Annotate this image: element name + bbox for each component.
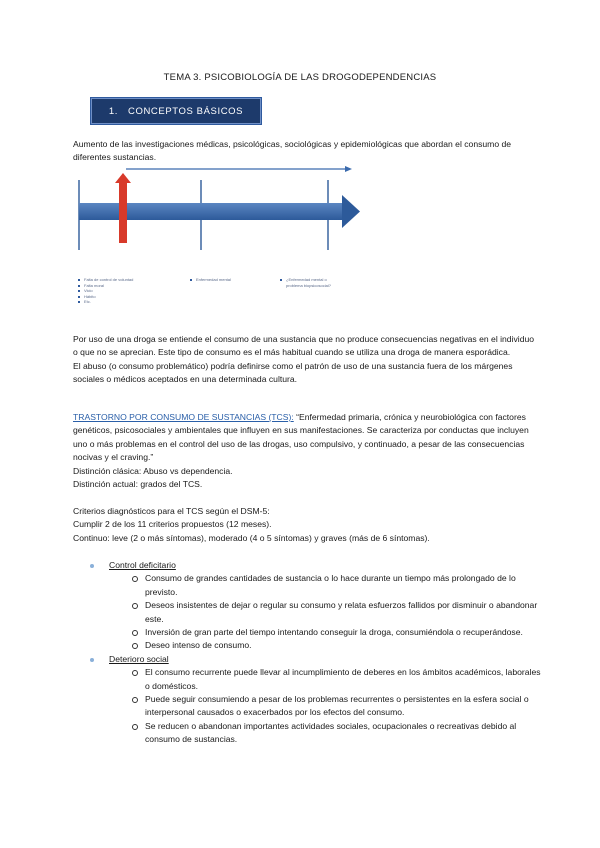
timeline-arrow-body bbox=[79, 203, 342, 220]
list-item-continuation: problema biopsicosocial? bbox=[286, 282, 331, 288]
abuso-paragraph: El abuso (o consumo problemático) podría definirse como el patrón de uso de una sustancia fuera de los márgenes sociales o médicos aceptados en una determinada cultura. bbox=[73, 360, 513, 385]
tcs-actual: Distinción actual: grados del TCS. bbox=[73, 479, 203, 490]
timeline-label-left bbox=[76, 277, 166, 305]
group-control bbox=[73, 559, 543, 572]
list-item: Consumo de grandes cantidades de sustancia o lo hace durante un tiempo más prolongado de lo previsto. bbox=[73, 572, 543, 599]
tcs-classic: Distinción clásica: Abuso vs dependencia. bbox=[73, 465, 233, 476]
uso-paragraph: Por uso de una droga se entiende el consumo de una sustancia que no produce consecuencias negativas en el individuo o que no se aprecian. Este tipo de consumo es el más habitual cuando se utiliza una droga de manera esporádica. bbox=[73, 334, 535, 358]
group-heading: Control deficitario bbox=[109, 560, 176, 570]
timeline-label-right bbox=[278, 277, 368, 288]
section-heading bbox=[90, 97, 262, 125]
section-label: CONCEPTOS BÁSICOS bbox=[128, 105, 244, 117]
list-item: Puede seguir consumiendo a pesar de los problemas recurrentes o persistentes en la esfera social o interpersonal causados o exacerbados por los efectos del consumo. bbox=[73, 693, 543, 720]
section-number: 1. bbox=[108, 105, 119, 117]
criteria-section bbox=[73, 505, 538, 545]
group-heading: Deterioro social bbox=[109, 653, 169, 664]
red-marker-head bbox=[115, 173, 131, 183]
uso-section bbox=[73, 333, 538, 387]
list-item: Vicio bbox=[84, 288, 166, 294]
list-item: El consumo recurrente puede llevar al incumplimiento de deberes en los ámbitos académicos, laborales o domésticos. bbox=[73, 666, 543, 693]
list-item: Se reducen o abandonan importantes actividades sociales, ocupacionales o recreativas debido al consumo de sustancias. bbox=[73, 720, 543, 747]
list-item: Etc. bbox=[84, 299, 166, 305]
list-item: Enfermedad mental bbox=[196, 277, 268, 283]
group-social bbox=[73, 653, 543, 666]
criteria-continuum: Continuo: leve (2 o más síntomas), moderado (4 o 5 síntomas) y graves (más de 6 síntomas). bbox=[73, 532, 430, 543]
tcs-definition bbox=[73, 411, 538, 465]
list-item: Falta de control de voluntad bbox=[84, 277, 166, 283]
criteria-list bbox=[73, 559, 543, 747]
list-item: Falta moral bbox=[84, 283, 166, 289]
list-item: ¿Enfermedad mental o bbox=[286, 277, 368, 283]
tcs-link[interactable]: TRASTORNO POR CONSUMO DE SUSTANCIAS (TCS): bbox=[73, 412, 294, 422]
criteria-rule: Cumplir 2 de los 11 criterios propuestos (12 meses). bbox=[73, 519, 272, 530]
timeline-arrow-head bbox=[342, 195, 360, 228]
tcs-section bbox=[73, 411, 538, 491]
top-arrow-head bbox=[345, 166, 352, 172]
timeline-diagram bbox=[70, 162, 370, 252]
criteria-title: Criterios diagnósticos para el TCS según el DSM-5: bbox=[73, 506, 270, 516]
page-title: TEMA 3. PSICOBIOLOGÍA DE LAS DROGODEPENDENCIAS bbox=[163, 72, 437, 83]
list-item: Deseos insistentes de dejar o regular su consumo y relata esfuerzos fallidos por disminuir o abandonar este. bbox=[73, 599, 543, 626]
timeline-label-middle bbox=[188, 277, 268, 283]
list-item: Inversión de gran parte del tiempo intentando conseguir la droga, consumiéndola o recuperándose. bbox=[73, 626, 543, 639]
list-item: Hábito bbox=[84, 294, 166, 300]
list-item: Deseo intenso de consumo. bbox=[73, 639, 543, 652]
intro-paragraph: Aumento de las investigaciones médicas, psicológicas, sociológicas y epidemiológicas que abordan el consumo de diferentes sustancias. bbox=[73, 139, 512, 163]
tcs-definition-text: “Enfermedad primaria, crónica y neurobiológica con factores genéticos, psicosociales y ambientales que influyen en sus manifestaciones. Se caracteriza por conductas que incluyen uno o más problemas en el control del uso de las drogas, uso compulsivo, y continuado, a pesar de las consecuencias nocivas y el craving.” bbox=[73, 412, 529, 463]
red-marker-shaft bbox=[119, 182, 127, 243]
